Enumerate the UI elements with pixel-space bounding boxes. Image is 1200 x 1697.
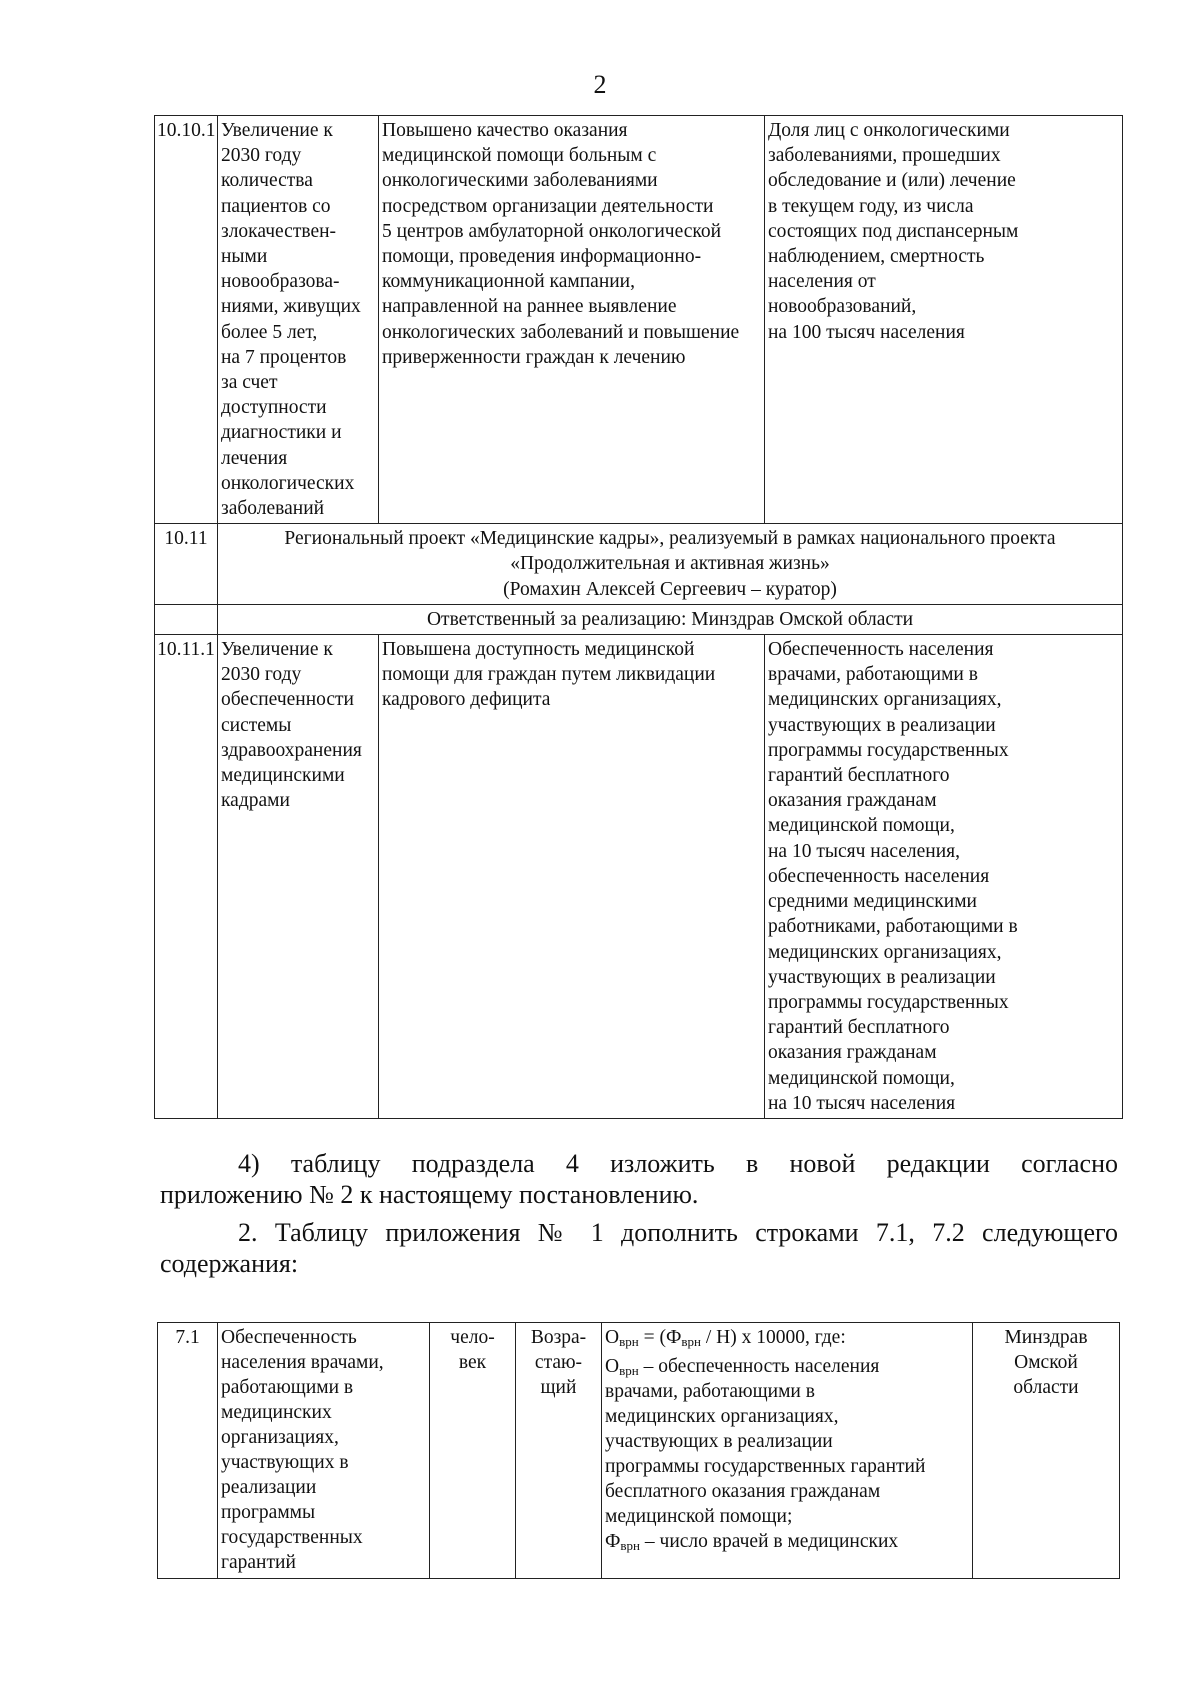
responsible-cell: Минздрав Омской области: [973, 1323, 1120, 1579]
formula-subscript: врн: [681, 1334, 701, 1349]
result-cell: Повышено качество оказания медицинской помощи больным с онкологическими заболеваниями посредством организации деятельности 5 центров амбулаторной онкологической помощи, проведения информационно- коммуникационной кампании, направленной на раннее выявление онкологических заболеваний и повышение приверженности граждан к лечению: [379, 116, 765, 524]
formula-symbol: О: [605, 1327, 620, 1348]
indicator-cell: Доля лиц с онкологическими заболеваниями, прошедших обследование и (или) лечение в текущем году, из числа состоящих под диспансерным наблюдением, смертность населения от новообразований, на 100 тысяч населения: [765, 116, 1123, 524]
empty-cell: [155, 604, 218, 634]
unit-cell: чело- век: [430, 1323, 516, 1579]
table-row: [155, 116, 1123, 524]
row-number: 7.1: [158, 1323, 218, 1579]
row-number: 10.10.1: [155, 116, 218, 524]
indicator-name: Обеспеченность населения врачами, работающими в медицинских организациях, участвующих в реализации программы государственных гарантий: [218, 1323, 430, 1579]
formula-text: = (Ф: [638, 1327, 682, 1348]
row-number: 10.11: [155, 524, 218, 605]
table-row: [155, 524, 1123, 605]
formula-text: / Н) х 10000, где:: [700, 1327, 846, 1348]
formula-text: – число врачей в медицинских: [640, 1531, 899, 1552]
paragraph-line: 2. Таблицу приложения № 1 дополнить строками 7.1, 7.2 следующего: [238, 1218, 1118, 1247]
formula-text: – обеспеченность населения врачами, работающими в медицинских организациях, участвующих в реализации программы государственных гарантий бесплатного оказания гражданам медицинской помощи;: [605, 1356, 926, 1527]
formula-definition: [605, 1354, 969, 1529]
indicator-cell: Обеспеченность населения врачами, работающими в медицинских организациях, участвующих в реализации программы государственных гарантий бесплатного оказания гражданам медицинской помощи, на 10 тысяч населения, обеспеченность населения средними медицинскими работниками, работающими в медицинских организациях, участвующих в реализации программы государственных гарантий бесплатного оказания гражданам медицинской помощи, на 10 тысяч населения: [765, 635, 1123, 1119]
type-cell: Возра- стаю- щий: [516, 1323, 602, 1579]
paragraph-line: приложению № 2 к настоящему постановлению.: [160, 1180, 699, 1209]
formula-subscript: врн: [620, 1538, 641, 1553]
formula-line: [605, 1325, 969, 1350]
table-row: [155, 604, 1123, 634]
formula-symbol: О: [605, 1356, 620, 1377]
program-table: [154, 115, 1123, 1119]
result-cell: Повышена доступность медицинской помощи для граждан путем ликвидации кадрового дефицита: [379, 635, 765, 1119]
goal-cell: Увеличение к 2030 году количества пациентов со злокачествен- ными новообразова- ниями, живущих более 5 лет, на 7 процентов за счет доступности диагностики и лечения онкологических заболеваний: [218, 116, 379, 524]
row-number: 10.11.1: [155, 635, 218, 1119]
formula-subscript: врн: [619, 1363, 639, 1378]
formula-subscript: врн: [619, 1334, 639, 1349]
project-title: Региональный проект «Медицинские кадры», реализуемый в рамках национального проекта «Продолжительная и активная жизнь» (Ромахин Алексей Сергеевич – куратор): [218, 524, 1123, 605]
paragraph-2: [160, 1217, 1118, 1279]
responsible-line: Ответственный за реализацию: Минздрав Омской области: [218, 604, 1123, 634]
page-number: 2: [593, 70, 607, 99]
paragraph-4: [160, 1148, 1118, 1210]
table-row: [155, 635, 1123, 1119]
paragraph-line: содержания:: [160, 1249, 299, 1278]
paragraph-line: 4) таблицу подраздела 4 изложить в новой редакции согласно: [238, 1149, 1118, 1178]
formula-symbol: Ф: [605, 1531, 621, 1552]
table-row: [158, 1323, 1120, 1579]
appendix-table: [157, 1322, 1120, 1579]
goal-cell: Увеличение к 2030 году обеспеченности системы здравоохранения медицинскими кадрами: [218, 635, 379, 1119]
formula-cell: [602, 1323, 973, 1579]
formula-definition: [605, 1529, 969, 1554]
